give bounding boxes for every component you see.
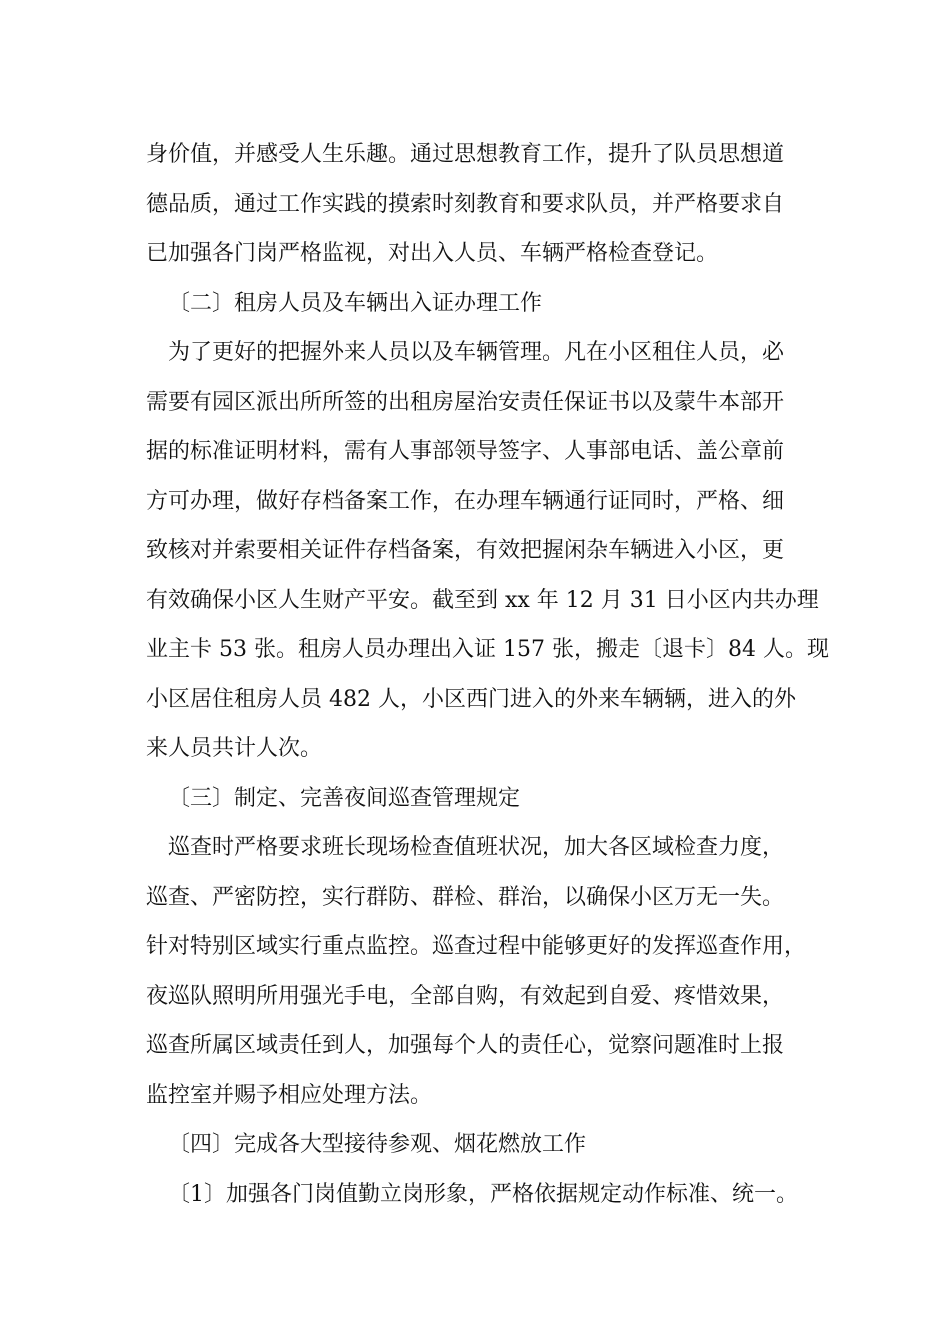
list-item: 〔1〕加强各门岗值勤立岗形象，严格依据规定动作标准、统一。 [168, 1181, 798, 1207]
text-line: 为了更好的把握外来人员以及车辆管理。凡在小区租住人员，必 [168, 340, 785, 365]
text-line: 来人员共计人次。 [146, 736, 323, 761]
text-line: 针对特别区域实行重点监控。巡查过程中能够更好的发挥巡查作用， [146, 934, 807, 959]
text-line: 据的标准证明材料，需有人事部领导签字、人事部电话、盖公章前 [146, 439, 785, 464]
text-line: 方可办理，做好存档备案工作，在办理车辆通行证同时，严格、细 [146, 488, 785, 514]
text-line: 业主卡 53 张。租房人员办理出入证 157 张，搬走〔退卡〕84 人。现 [146, 637, 829, 662]
text-line: 致核对并索要相关证件存档备案，有效把握闲杂车辆进入小区，更 [146, 538, 785, 563]
document-body [146, 130, 829, 1219]
text-line: 巡查所属区域责任到人，加强每个人的责任心，觉察问题准时上报 [146, 1033, 785, 1058]
text-line: 需要有园区派出所所签的出租房屋治安责任保证书以及蒙牛本部开 [146, 389, 785, 415]
section-heading: 〔四〕完成各大型接待参观、烟花燃放工作 [168, 1132, 587, 1157]
text-line: 巡查、严密防控，实行群防、群检、群治，以确保小区万无一失。 [146, 884, 785, 910]
text-line: 已加强各门岗严格监视，对出入人员、车辆严格检查登记。 [146, 241, 719, 266]
text-line: 德品质，通过工作实践的摸索时刻教育和要求队员，并严格要求自 [146, 191, 785, 217]
text-line: 监控室并赐予相应处理方法。 [146, 1082, 433, 1108]
text-line: 小区居住租房人员 482 人，小区西门进入的外来车辆辆，进入的外 [146, 686, 796, 712]
text-line: 身价值，并感受人生乐趣。通过思想教育工作，提升了队员思想道 [146, 142, 785, 167]
section-heading: 〔三〕制定、完善夜间巡查管理规定 [168, 785, 521, 811]
section-heading: 〔二〕租房人员及车辆出入证办理工作 [168, 290, 543, 316]
text-line: 夜巡队照明所用强光手电，全部自购，有效起到自爱、疼惜效果， [146, 983, 785, 1009]
text-line: 有效确保小区人生财产平安。截至到 xx 年 12 月 31 日小区内共办理 [146, 587, 819, 613]
text-line: 巡查时严格要求班长现场检查值班状况，加大各区域检查力度， [168, 835, 785, 860]
